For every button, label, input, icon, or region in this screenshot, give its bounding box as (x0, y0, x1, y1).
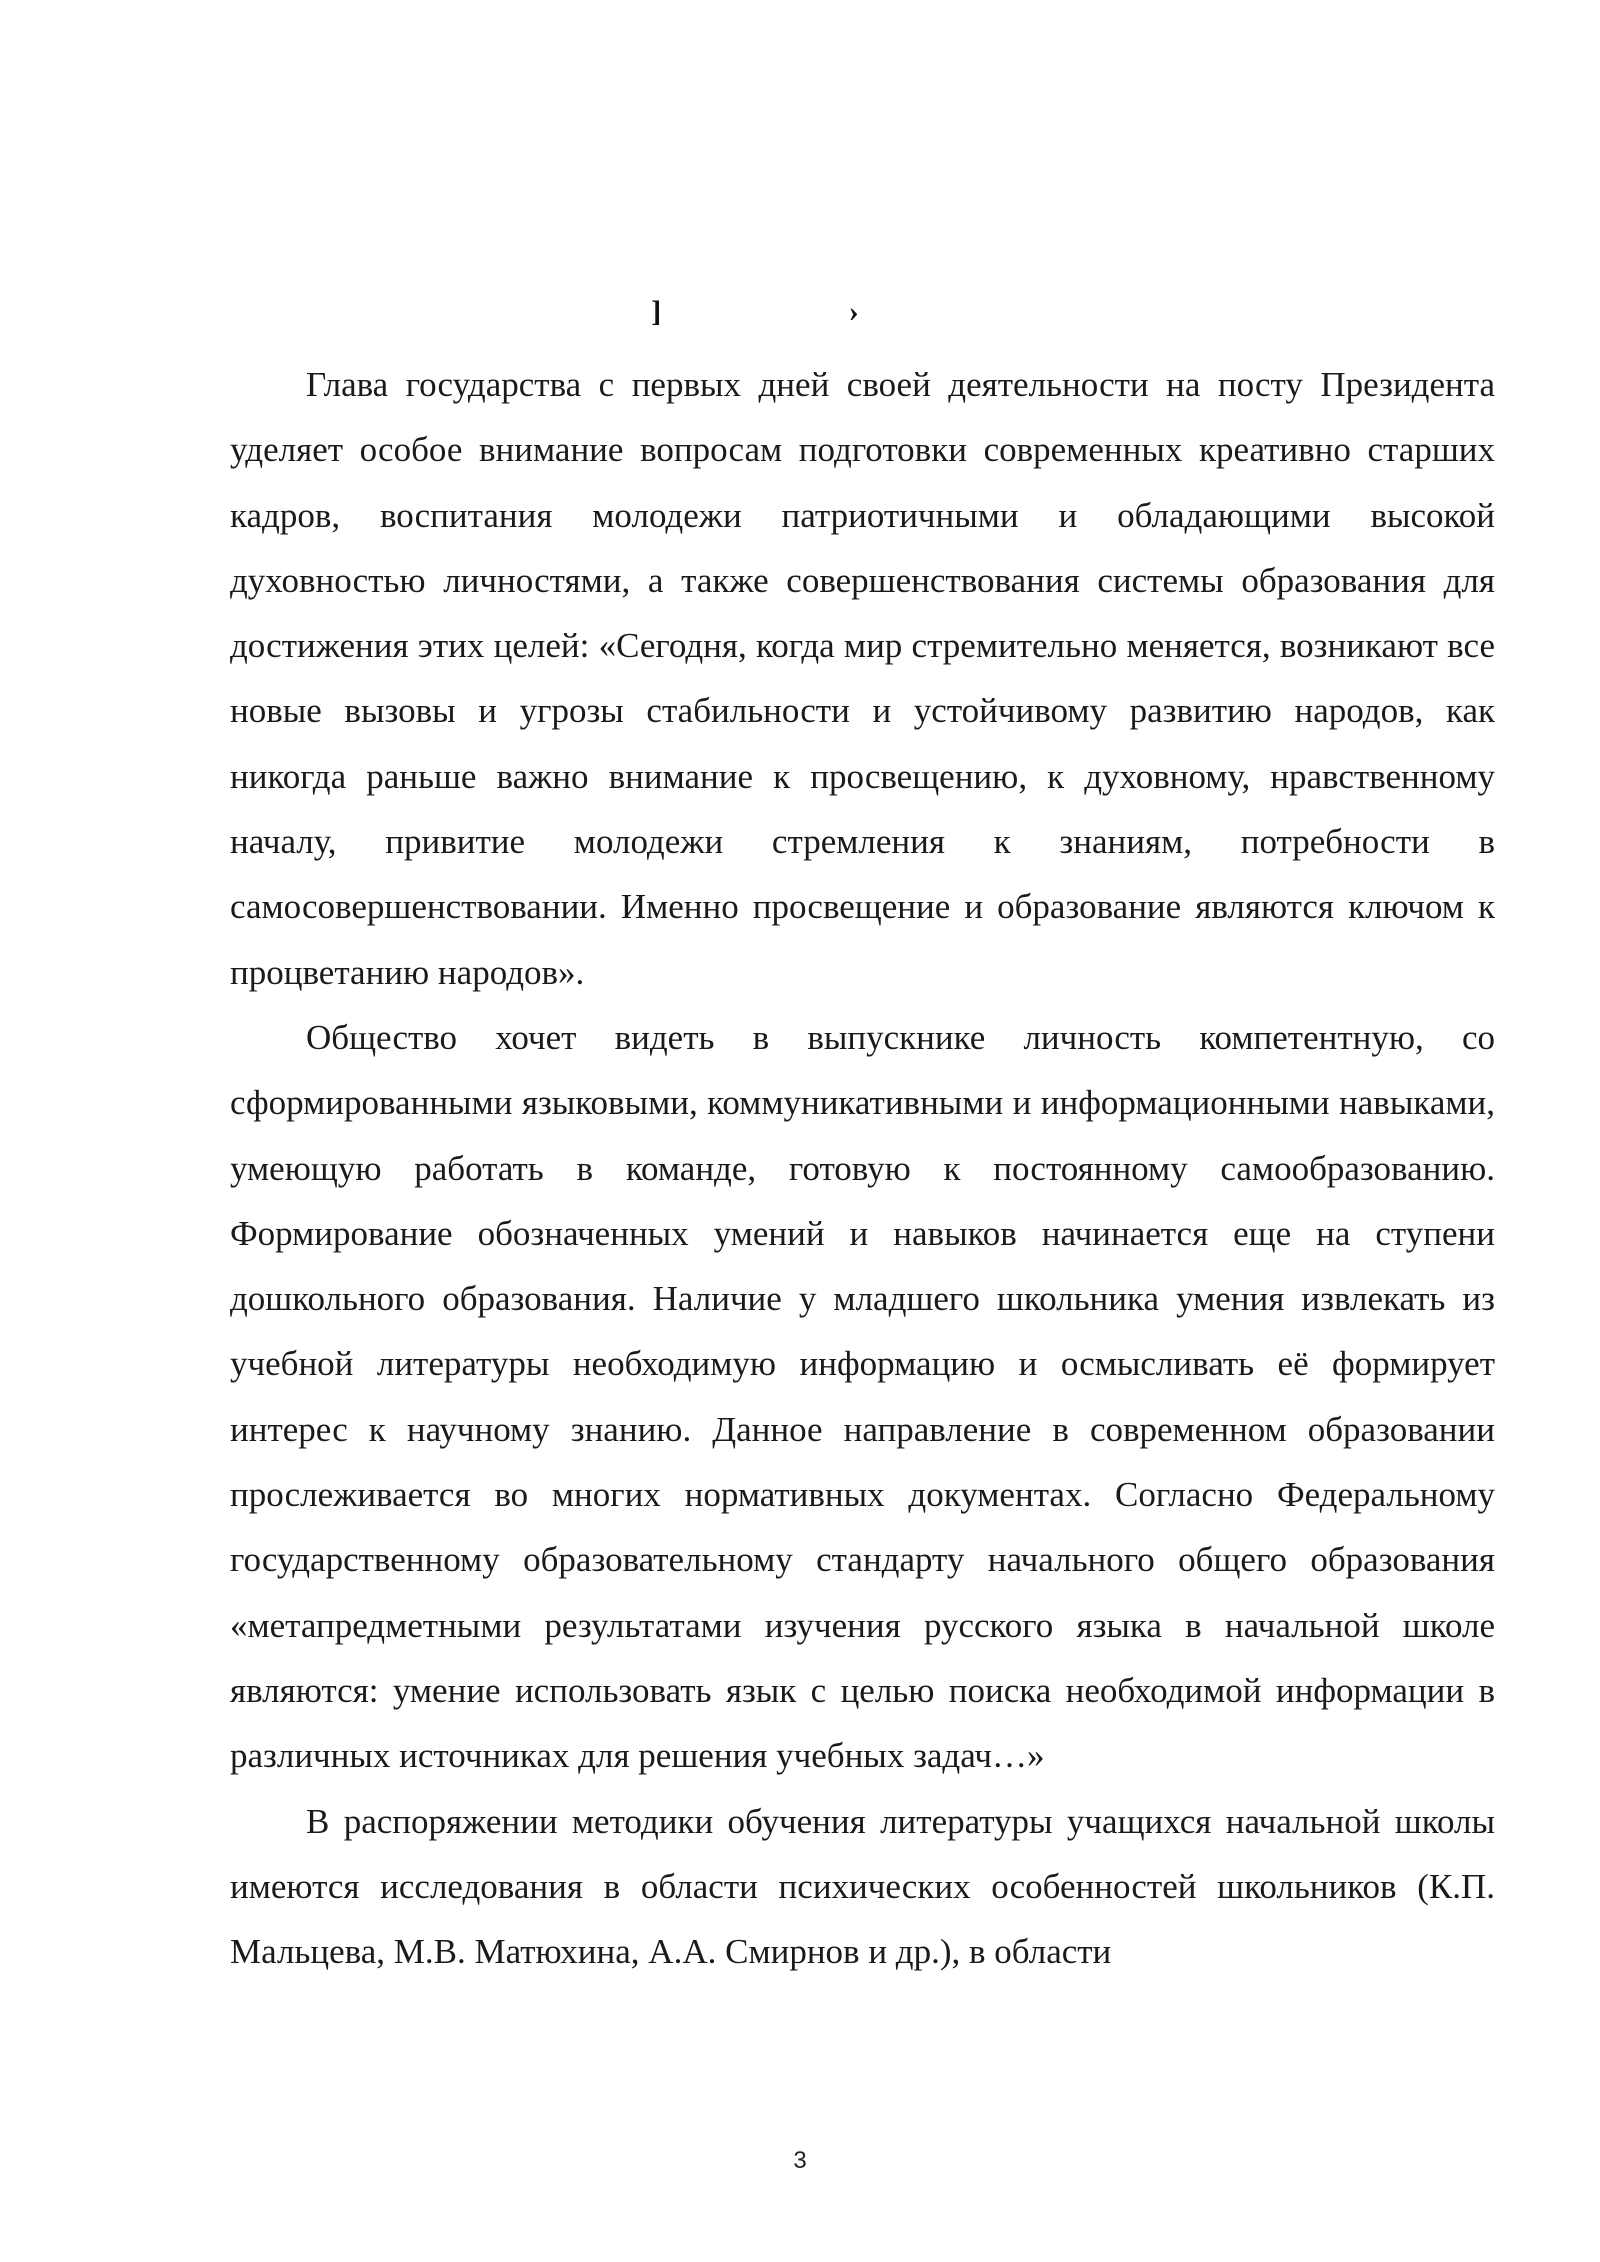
paragraph-graduate-skills: Общество хочет видеть в выпускнике личность компетентную, со сформированными языковыми, коммуникативными и информационными навыками, умеющую работать в команде, готовую к постоянному самообразованию. Формирование обозначенных умений и навыков начинается еще на ступени дошкольного образования. Наличие у младшего школьника умения извлекать из учебной литературы необходимую информацию и осмысливать её формирует интерес к научному знанию. Данное направление в современном образовании прослеживается во многих нормативных документах. Согласно Федеральному государственному образовательному стандарту начального общего образования «метапредметными результатами изучения русского языка в начальной школе являются: умение использовать язык с целью поиска необходимой информации в различных источниках для решения учебных задач…» (230, 1017, 1495, 1776)
page-number: 3 (793, 2147, 807, 2174)
paragraph-methodology: В распоряжении методики обучения литературы учащихся начальной школы имеются исследования в области психических особенностей школьников (К.П. Мальцева, М.В. Матюхина, А.А. Смирнов и др.), в области (230, 1801, 1495, 1972)
paragraph-president-quote: Глава государства с первых дней своей деятельности на посту Президента уделяет особое внимание вопросам подготовки современных креативно старших кадров, воспитания молодежи патриотичными и обладающими высокой духовностью личностями, а также совершенствования системы образования для достижения этих целей: «Сегодня, когда мир стремительно меняется, возникают все новые вызовы и угрозы стабильности и устойчивому развитию народов, как никогда раньше важно внимание к просвещению, к духовному, нравственному началу, привитие молодежи стремления к знаниям, потребности в самосовершенствовании. Именно просвещение и образование являются ключом к процветанию народов». (230, 365, 1495, 992)
body-text (230, 352, 1495, 1984)
section-heading: ] › (651, 295, 949, 328)
